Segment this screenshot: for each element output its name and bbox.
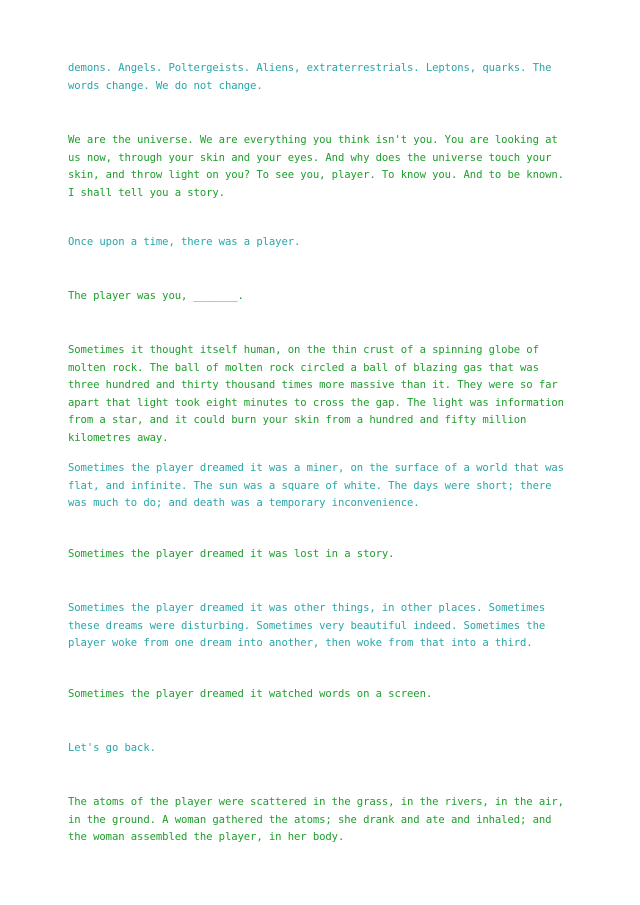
paragraph-atoms-of-the-player: The atoms of the player were scattered in the grass, in the rivers, in the air, in the ground. A woman gathered the atoms; she drank and ate and inhaled; and the woman assembled the player, in her body. (68, 796, 564, 843)
paragraph-dreamed-miner: Sometimes the player dreamed it was a miner, on the surface of a world that was flat, and infinite. The sun was a square of white. The days were short; there was much to do; and death was a temporary inconvenience. (68, 462, 564, 509)
paragraph-lets-go-back: Let's go back. (68, 742, 156, 754)
paragraph-watched-words: Sometimes the player dreamed it watched words on a screen. (68, 688, 433, 700)
paragraph-we-are-the-universe: We are the universe. We are everything you think isn't you. You are looking at us now, through your skin and your eyes. And why does the universe touch your skin, and throw light on you? To see you, player. To know you. And to be known. I shall tell you a story. (68, 134, 564, 199)
paragraph-other-things: Sometimes the player dreamed it was other things, in other places. Sometimes these dreams were disturbing. Sometimes very beautiful indeed. Sometimes the player woke from one dream into another, then woke from that into a third. (68, 602, 546, 649)
paragraph-lost-in-a-story: Sometimes the player dreamed it was lost in a story. (68, 548, 395, 560)
paragraph-once-upon-a-time: Once upon a time, there was a player. (68, 236, 301, 248)
paragraph-demons: demons. Angels. Poltergeists. Aliens, extraterrestrials. Leptons, quarks. The words change. We do not change. (68, 62, 552, 92)
paragraph-the-player-was-you: The player was you, _______. (68, 290, 244, 302)
paragraph-thought-itself-human: Sometimes it thought itself human, on the thin crust of a spinning globe of molten rock. The ball of molten rock circled a ball of blazing gas that was three hundred and thirty thousand times more massive than it. They were so far apart that light took eight minutes to cross the gap. The light was information from a star, and it could burn your skin from a hundred and fifty million kilometres away. (68, 344, 564, 444)
